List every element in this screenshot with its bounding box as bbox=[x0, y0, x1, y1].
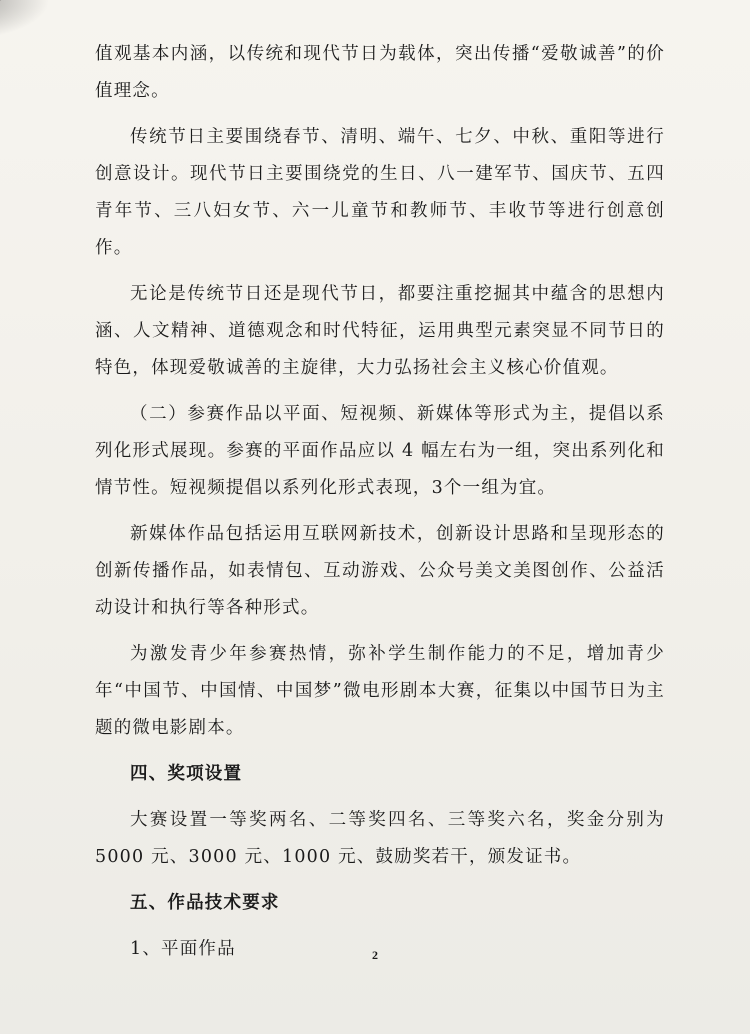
pen-shadow bbox=[0, 0, 50, 40]
paragraph-2: 传统节日主要围绕春节、清明、端午、七夕、中秋、重阳等进行创意设计。现代节日主要围绕党的生日、八一建军节、国庆节、五四青年节、三八妇女节、六一儿童节和教师节、丰收节等进行创意创作。 bbox=[95, 127, 665, 258]
paragraph-4: （二）参赛作品以平面、短视频、新媒体等形式为主，提倡以系列化形式展现。参赛的平面作品应以 4 幅左右为一组，突出系列化和情节性。短视频提倡以系列化形式表现，3个一组为宜。 bbox=[95, 404, 665, 498]
paragraph-5: 新媒体作品包括运用互联网新技术，创新设计思路和呈现形态的创新传播作品，如表情包、互动游戏、公众号美文美图创作、公益活动设计和执行等各种形式。 bbox=[95, 524, 665, 618]
section-4-heading: 四、奖项设置 bbox=[130, 764, 243, 784]
page-number: 2 bbox=[372, 948, 378, 962]
paragraph-3: 无论是传统节日还是现代节日，都要注重挖掘其中蕴含的思想内涵、人文精神、道德观念和时代特征，运用典型元素突显不同节日的特色，体现爱敬诚善的主旋律，大力弘扬社会主义核心价值观。 bbox=[95, 284, 665, 378]
section-5-sub-1: 1、平面作品 bbox=[130, 939, 236, 959]
section-5-heading: 五、作品技术要求 bbox=[130, 893, 280, 913]
paragraph-6: 为激发青少年参赛热情，弥补学生制作能力的不足，增加青少年“中国节、中国情、中国梦”微电形剧本大赛，征集以中国节日为主题的微电影剧本。 bbox=[95, 644, 665, 738]
document-body bbox=[95, 36, 665, 968]
section-4-text: 大赛设置一等奖两名、二等奖四名、三等奖六名，奖金分别为 5000 元、3000 元、1000 元、鼓励奖若干，颁发证书。 bbox=[95, 810, 665, 867]
paragraph-1: 值观基本内涵，以传统和现代节日为载体，突出传播“爱敬诚善”的价值理念。 bbox=[95, 44, 665, 101]
